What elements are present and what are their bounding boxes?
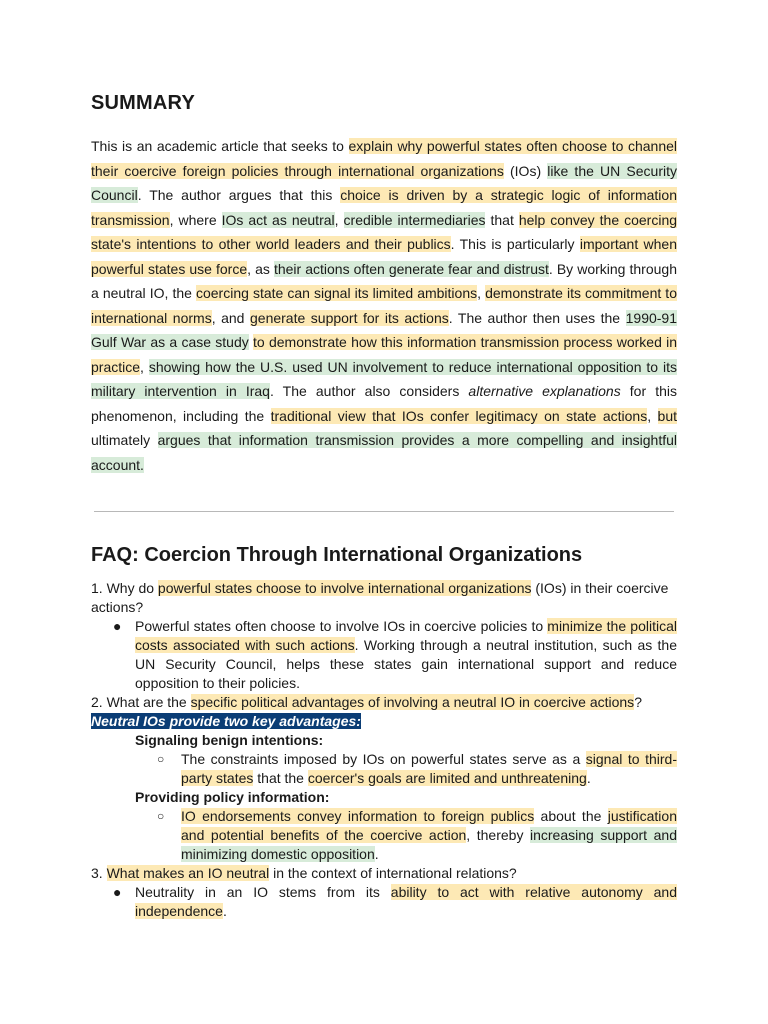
highlight-yellow: justification and potential benefits of the coercive action (181, 808, 677, 843)
text-run: Providing policy information: (135, 789, 330, 805)
text-run: 2. What are the (91, 694, 191, 710)
highlight-yellow: traditional view that IOs confer legitimacy on state actions (270, 407, 648, 424)
text-run: (IOs) in their coercive actions? (91, 580, 669, 615)
text-run: . Working through a neutral institution, such as the UN Security Council, helps these states gain international support and reduce opposition to their policies. (135, 637, 677, 691)
text-run: , and (211, 309, 250, 326)
text-run: , where (169, 211, 222, 228)
highlight-yellow: to demonstrate how this information transmission process worked in practice (91, 334, 678, 375)
text-run: . The author also considers (269, 383, 469, 399)
summary-paragraph (91, 134, 677, 477)
highlight-yellow: IO endorsements convey information to foreign publics (181, 808, 535, 824)
highlight-yellow: important when powerful states use force (91, 236, 678, 277)
text-run: (IOs) (503, 162, 548, 179)
text-run: , as (247, 260, 274, 277)
text-run: . (586, 770, 591, 786)
highlight-yellow: explain why powerful states often choose to channel their coercive foreign policies through international organizations (91, 138, 677, 179)
highlight-yellow: What makes an IO neutral (106, 865, 270, 881)
text-run: , (647, 407, 658, 424)
highlight-yellow: help convey the coercing state's intentions to other world leaders and their publics (91, 211, 678, 252)
text-run: ultimately (91, 432, 158, 448)
text-run: in the context of international relations? (269, 865, 517, 881)
text-run: Signaling benign intentions: (135, 732, 324, 748)
highlight-yellow: but (657, 407, 677, 424)
text-run: for this phenomenon, including the (91, 383, 677, 424)
bullet-icon: ○ (157, 752, 165, 766)
faq-question (91, 712, 677, 731)
text-run: about the (534, 808, 608, 824)
text-run: ? (634, 694, 642, 710)
highlight-yellow: choice is driven by a strategic logic of information transmission (91, 187, 677, 228)
text-run: , (140, 358, 149, 375)
text-run: 3. (91, 865, 107, 881)
faq-answer-bullet (91, 883, 677, 921)
bullet-icon: ● (113, 884, 122, 900)
text-run: that (485, 211, 519, 228)
summary-heading: SUMMARY (91, 92, 195, 114)
faq-heading: FAQ: Coercion Through International Organizations (91, 544, 583, 566)
highlight-dark: Neutral IOs provide two key advantages: (91, 713, 361, 729)
highlight-yellow: coercer's goals are limited and unthreatening (307, 770, 587, 786)
faq-answer-bullet (91, 617, 677, 693)
highlight-yellow: demonstrate its commitment to international norms (91, 285, 677, 326)
text-run: . (222, 903, 227, 919)
text-run: that the (253, 770, 308, 786)
highlight-yellow: generate support for its actions (250, 309, 449, 326)
section-divider (94, 511, 674, 512)
text-run: . By working through a neutral IO, the (91, 260, 677, 301)
text-run: . This is particularly (450, 236, 580, 252)
bullet-icon: ● (113, 618, 122, 634)
faq-answer-subbullet (91, 750, 677, 788)
highlight-green: showing how the U.S. used UN involvement to reduce international opposition to its military intervention in Iraq (91, 358, 677, 399)
faq-question (91, 579, 677, 617)
highlight-yellow: powerful states choose to involve international organizations (157, 580, 532, 596)
faq-subheading (91, 731, 677, 750)
text-run: Neutrality in an IO stems from its (135, 884, 391, 900)
text-run: 1. Why do (91, 580, 158, 596)
highlight-yellow: specific political advantages of involving a neutral IO in coercive actions (190, 694, 635, 710)
text-run: , (334, 211, 344, 228)
highlight-green: increasing support and minimizing domestic opposition (181, 827, 677, 862)
highlight-green: IOs act as neutral (221, 211, 335, 228)
highlight-yellow: signal to third-party states (181, 751, 677, 786)
faq-list (91, 579, 677, 921)
text-run: , thereby (466, 827, 530, 843)
highlight-yellow: minimize the political costs associated with such actions (135, 618, 677, 653)
highlight-yellow: coercing state can signal its limited ambitions (195, 285, 478, 301)
faq-question (91, 864, 677, 883)
text-run: . The author then uses the (448, 309, 626, 326)
text-run: The constraints imposed by IOs on powerful states serve as a (181, 751, 586, 767)
highlight-green: credible intermediaries (343, 211, 486, 228)
italic-text: alternative explanations (468, 383, 621, 399)
highlight-yellow: ability to act with relative autonomy and independence (135, 884, 677, 919)
text-run: . (374, 846, 379, 862)
text-run: , (477, 285, 486, 301)
highlight-green: 1990-91 Gulf War as a case study (91, 309, 678, 350)
highlight-green: like the UN Security Council (91, 162, 677, 203)
bullet-icon: ○ (157, 809, 165, 823)
text-run: . The author argues that this (137, 187, 341, 203)
faq-subheading (91, 788, 677, 807)
faq-question (91, 693, 677, 712)
text-run: Powerful states often choose to involve IOs in coercive policies to (135, 618, 548, 634)
text-run: This is an academic article that seeks to (91, 138, 349, 154)
faq-answer-subbullet (91, 807, 677, 864)
highlight-green: their actions often generate fear and distrust (273, 260, 549, 277)
highlight-green: argues that information transmission provides a more compelling and insightful account. (91, 432, 677, 473)
